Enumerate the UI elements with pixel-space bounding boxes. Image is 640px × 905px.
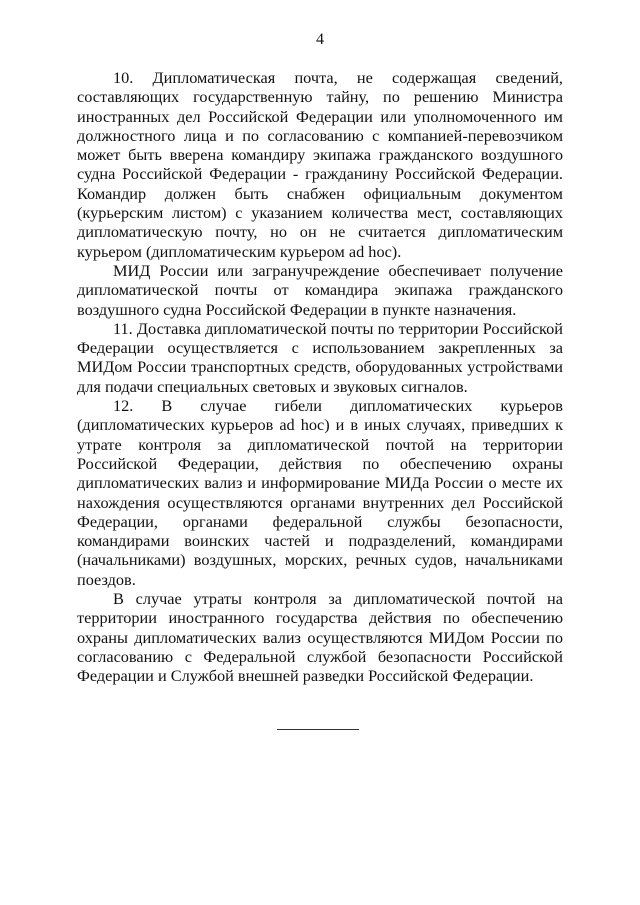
paragraph-11-delivery-transport: 11. Доставка дипломатической почты по территории Российской Федерации осуществляется с использованием закрепленных за МИДом России транспортных средств, оборудованных устройствами для подачи специальных световых и звуковых сигналов. bbox=[77, 318, 563, 396]
document-body bbox=[77, 68, 563, 686]
paragraph-mfa-receipt: МИД России или загранучреждение обеспечивает получение дипломатической почты от командира экипажа гражданского воздушного судна Российской Федерации в пункте назначения. bbox=[77, 260, 563, 319]
paragraph-12-loss-of-couriers: 12. В случае гибели дипломатических курьеров (дипломатических курьеров ad hoc) и в иных случаях, приведших к утрате контроля за дипломатической почтой на территории Российской Федерации, действия по обеспечению охраны дипломатических вализ и информирование МИДа России о месте их нахождения осуществляются органами внутренних дел Российской Федерации, органами федеральной службы безопасности, командирами воинских частей и подразделений, командирами (начальниками) воздушных, морских, речных судов, начальниками поездов. bbox=[77, 396, 563, 589]
page-number: 4 bbox=[316, 31, 324, 48]
end-divider-line bbox=[277, 729, 359, 730]
paragraph-10-diplomatic-mail-commander: 10. Дипломатическая почта, не содержащая сведений, составляющих государственную тайну, по решению Министра иностранных дел Российской Федерации или уполномоченного им должностного лица и по согласованию с компанией-перевозчиком может быть вверена командиру экипажа гражданского воздушного судна Российской Федерации - гражданину Российской Федерации. Командир должен быть снабжен официальным документом (курьерским листом) с указанием количества мест, составляющих дипломатическую почту, но он не считается дипломатическим курьером (дипломатическим курьером ad hoc). bbox=[77, 68, 563, 261]
paragraph-loss-abroad: В случае утраты контроля за дипломатической почтой на территории иностранного государства действия по обеспечению охраны дипломатических вализ осуществляются МИДом России по согласованию с Федеральной службой безопасности Российской Федерации и Службой внешней разведки Российской Федерации. bbox=[77, 589, 563, 686]
